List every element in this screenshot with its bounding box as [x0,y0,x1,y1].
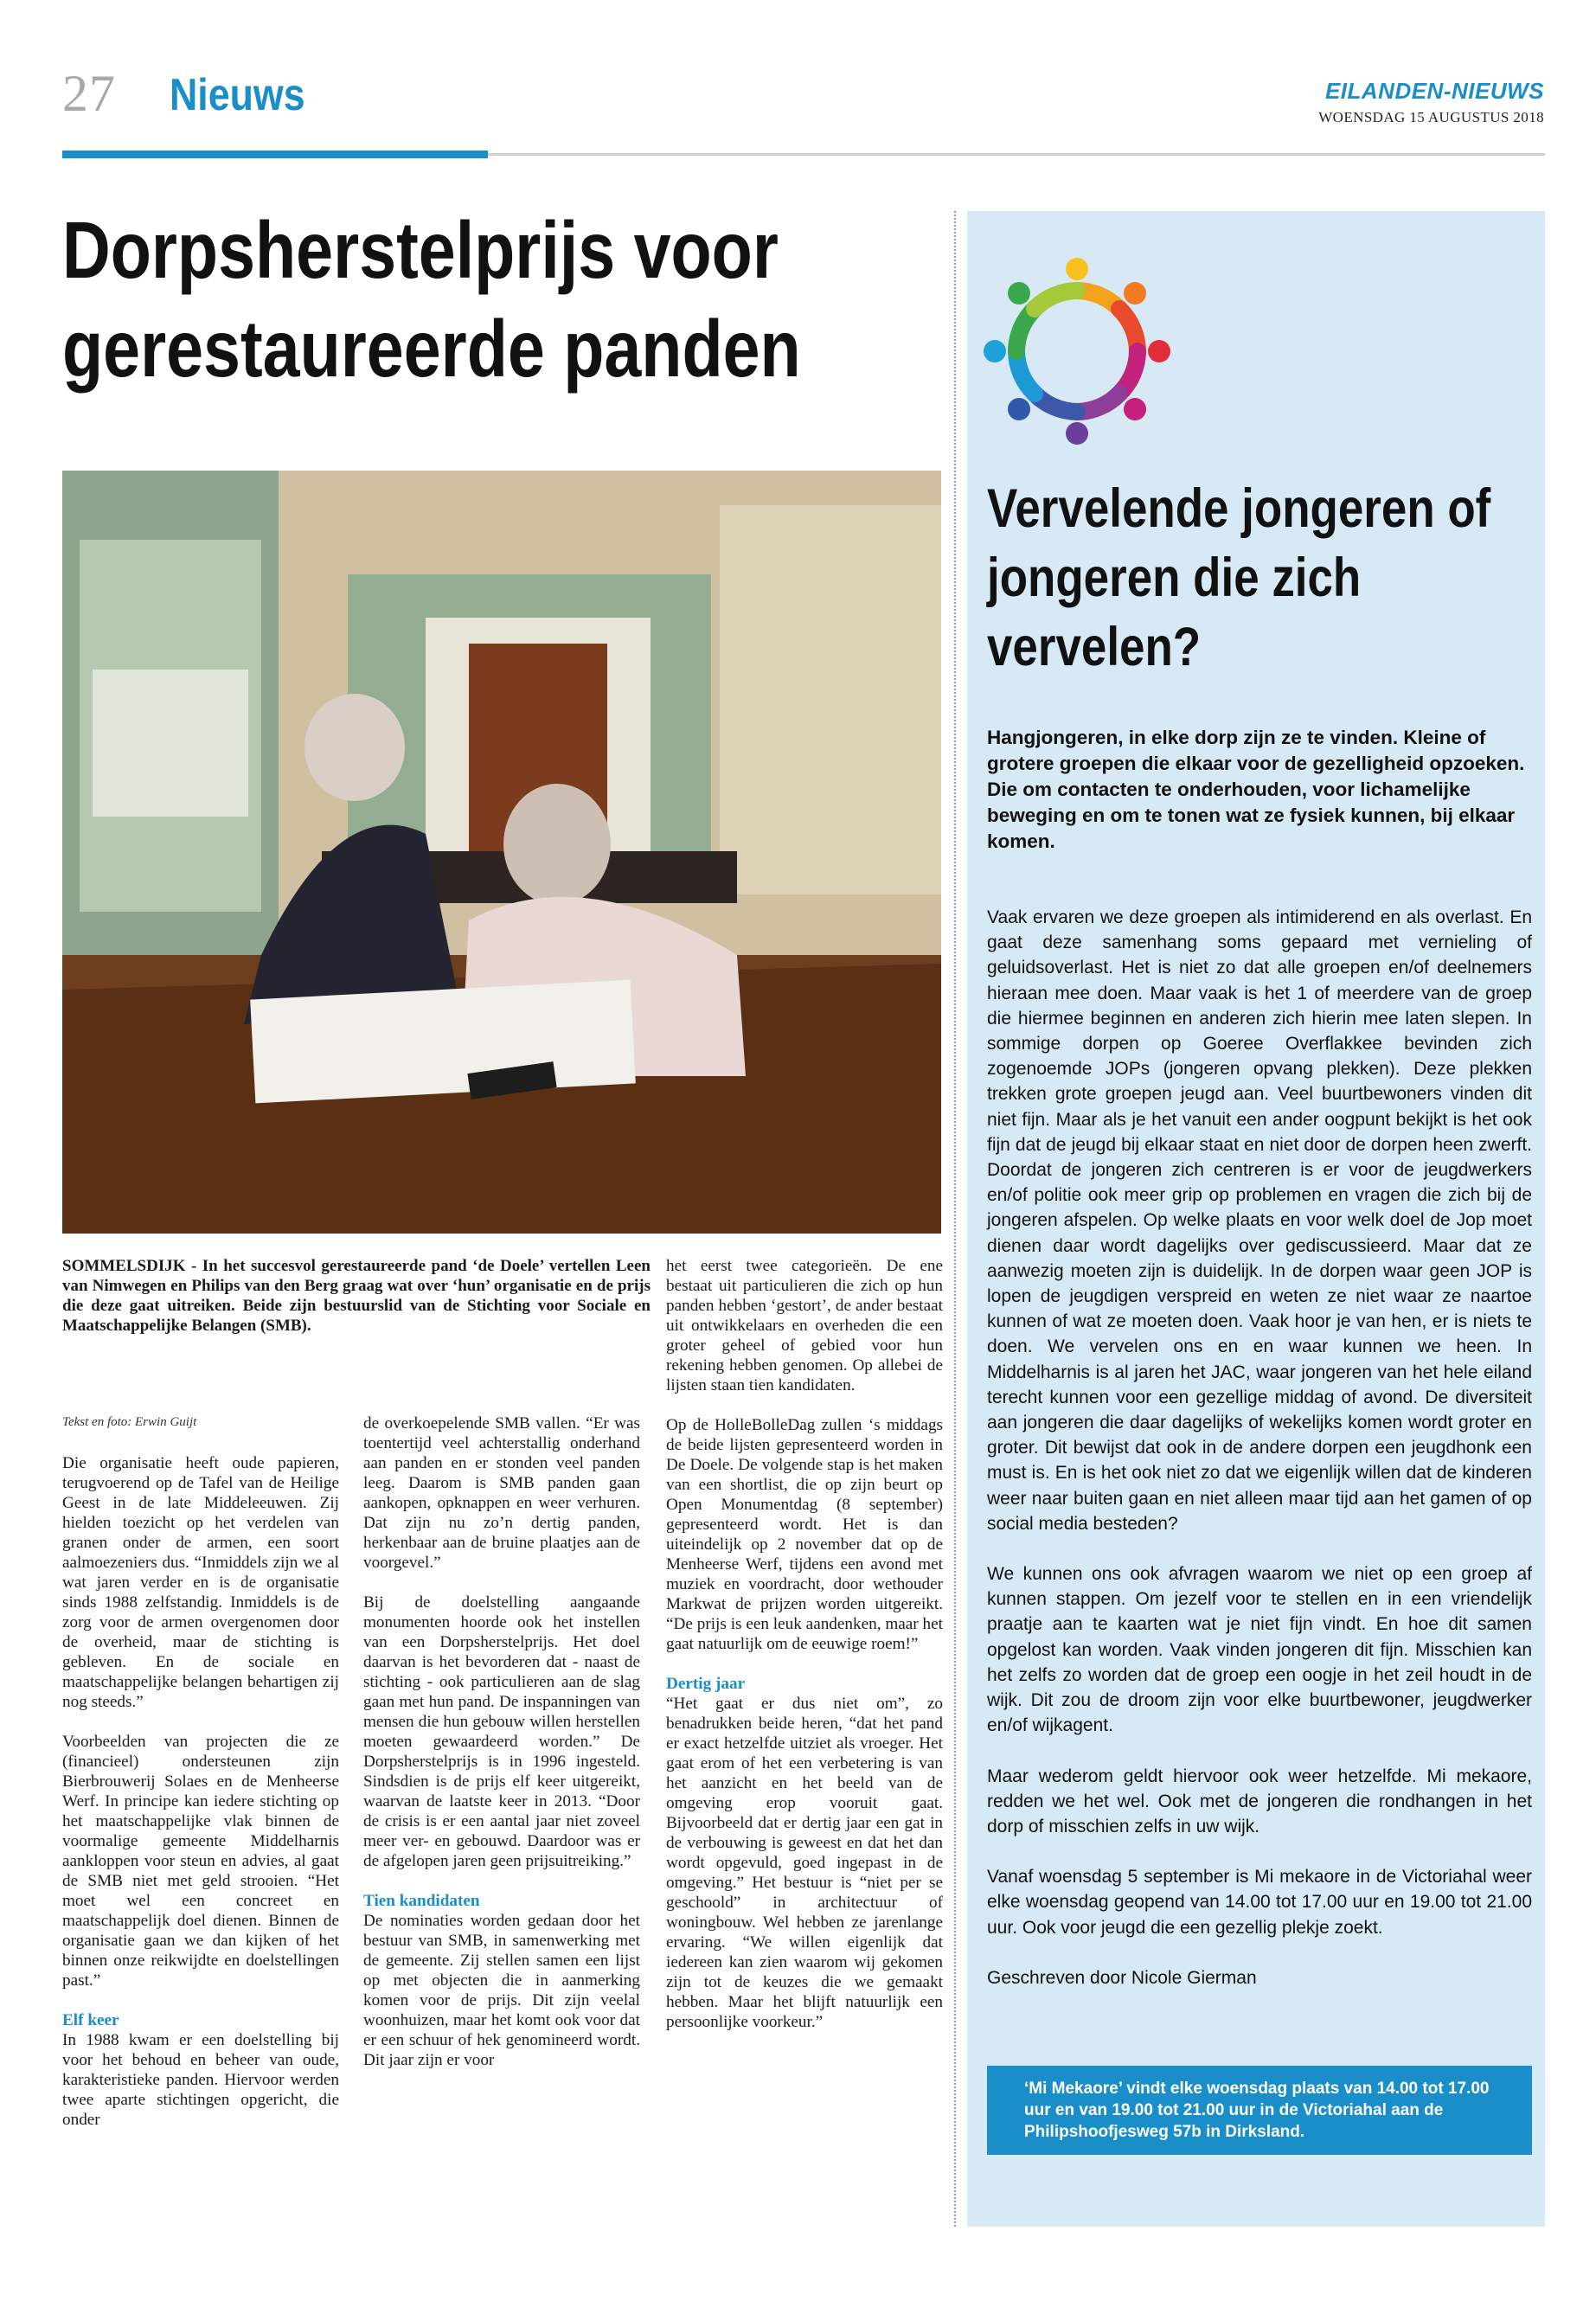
paragraph: Vanaf woensdag 5 september is Mi mekaore in de Victoriahal weer elke woensdag geopend van 14.00 tot 17.00 uur en 19.00 tot 21.00 uur. Ook voor jeugd die een gezellig plekje zoekt. [987,1867,1532,1938]
newspaper-brand: EILANDEN-NIEUWS [1324,78,1544,104]
photo-illustration [62,471,941,1234]
publication-date: WOENSDAG 15 AUGUSTUS 2018 [1318,109,1544,125]
paragraph: Op de HolleBolleDag zullen ‘s middags de beide lijsten gepresenteerd worden in De Doele. De volgende stap is het maken van een shortlist, die op zijn beurt op Open Monumentdag (8 september) gepresenteerd wordt. Het is dan uiteindelijk op 2 november dat op de Menheerse Werf, tijdens een avond met muziek en voordracht, door wethouder Markwat de prijzen worden uitgereikt. “De prijs is een leuk aandenken, maar het gaat natuurlijk om de eeuwige roem!” [666,1416,943,1653]
section-title: Nieuws [170,70,305,120]
author-line: Geschreven door Nicole Gierman [987,1967,1257,1988]
article-headline [62,201,801,398]
paragraph: het eerst twee categorieën. De ene bestaat uit particulieren die zich op hun panden hebben ‘gestort’, de ander bestaat uit ontwikkelaars en overheden die een groter geheel of gebied voor hun rekening hebben genomen. Op allebei de lijsten staan tien kandidaten. [666,1257,943,1394]
paragraph: de overkoepelende SMB vallen. “Er was toentertijd veel achterstallig onderhand aan panden en er stonden veel panden leeg. Daarom is SMB panden gaan aankopen, opknappen en weer verhuren. Dat zijn nu zo’n dertig panden, herkenbaar aan de bruine plaatjes aan de voorgevel.” [363,1414,640,1572]
subheading: Elf keer [62,2011,119,2029]
headline-line-2: gerestaureerde panden [62,304,801,394]
headline-line-1: Dorpsherstelprijs voor [62,205,779,295]
article-lede: SOMMELSDIJK - In het succesvol gerestaureerde pand ‘de Doele’ vertellen Leen van Nimwegen en Philips van den Berg graag wat over ‘hun’ organisatie en de prijs die deze gaat uitreiken. Beide zijn bestuurslid van de Stichting voor Sociale en Maatschappelijke Belangen (SMB). [62,1257,651,1335]
sidebar-title: Vervelende jongeren of jongeren die zich vervelen? [987,478,1491,677]
paragraph: Vaak ervaren we deze groepen als intimiderend en als overlast. En gaat deze samenhang soms gepaard met vernieling of geluidsoverlast. Het is niet zo dat alle groepen en/of deelnemers hieraan mee doen. Maar vaak is het 1 of meerdere van de groep die hiermee beginnen en anderen zich hierin mee laten slepen. In sommige dorpen op Goeree Overflakkee bevinden zich zogenoemde JOPs (jongeren opvang plekken). Deze plekken trekken grote groepen jeugd aan. Veel buurtbewoners vinden dit niet fijn. Maar als je het vanuit een ander oogpunt bekijkt is het ook fijn dat de jeugd bij elkaar staat en niet door de dorpen heen zwerft. Doordat de jongeren zich centreren is er voor de jeugdwerkers en/of politie ook meer grip op problemen en vragen die zich bij de jongeren afspelen. Op welke plaats en voor welk doel de Jop moet dienen daar wordt dagelijks over gediscussieerd. Maar dat ze aanwezig moeten zijn is duidelijk. In de dorpen waar geen JOP is lopen de jeugdigen verspreid en weten ze niet waar ze naartoe kunnen of wat ze moeten doen. Vaak hoor je van hen, er is niets te doen. We vervelen ons en en waar kunnen we heen. In Middelharnis is al jaren het JAC, waar jongeren van het hele eiland terecht kunnen voor een gezellige middag of avond. De diversiteit aan jongeren die daar dagelijks of wekelijks komen wordt groter en groter. Dit bewijst dat ook in de andere dorpen een jeugdhonk een must is. En is het ook niet zo dat we eigenlijk willen dat de kinderen weer naar buiten gaan en niet alleen maar tijd aan het gamen of op social media besteden? [987,907,1532,1534]
paragraph: De nominaties worden gedaan door het bestuur van SMB, in samenwerking met de gemeente. Zij stellen samen een lijst op met objecten die in aanmerking komen voor de prijs. Dit zijn veelal woonhuizen, maar het komt ook voor dat er een schuur of hek genomineerd wordt. Dit jaar zijn er voor [363,1912,640,2069]
paragraph: Die organisatie heeft oude papieren, terugvoerend op de Tafel van de Heilige Geest in de late Middeleeuwen. Zij hielden toezicht op het verdelen van granen onder de armen, een soort aalmoezeniers dus. “Inmiddels zijn we al wat jaren verder en is de organisatie sinds 1988 zelfstandig. Inmiddels is de zorg voor de armen overgenomen door de overheid, maar de stichting is gebleven. En de sociale en maatschappelijke belangen behartigen zij nog steeds.” [62,1454,339,1711]
page-number: 27 [62,65,116,122]
article-photo [62,471,941,1234]
article-column-2 [363,1413,640,2090]
subheading: Dertig jaar [666,1675,746,1693]
paragraph: Bij de doelstelling aangaande monumenten hoorde ook het instellen van een Dorpsherstelprijs. Het doel daarvan is het bevorderen dat - naast de stichting - ook particulieren aan de slag gaan met hun pand. De inspanningen van mensen die hun gebouw willen herstellen moeten gewaardeerd worden.” De Dorpsherstelprijs is in 1996 ingesteld. Sindsdien is de prijs elf keer uitgereikt, waarvan de laatste keer in 2013. “Door de crisis is er een aantal jaar niet zoveel meer ver- en gebouwd. Daardoor was er de afgelopen jaren geen prijsuitreiking.” [363,1593,640,1870]
sidebar-body [987,905,1532,2016]
paragraph: Voorbeelden van projecten die ze (financieel) ondersteunen zijn Bierbrouwerij Solaes en de Menheerse Werf. In principe kan iedere stichting op het maatschappelijke vlak binnen de voormalige gemeente Middelharnis aankloppen voor steun en advies, al gaat de SMB niet met geld strooien. “Het moet wel een concreet en maatschappelijk doel dienen. Binnen de organisatie gaan we dan kijken of het binnen onze reikwijdte en doelstellingen past.” [62,1733,339,1990]
paragraph: Maar wederom geldt hiervoor ook weer hetzelfde. Mi mekaore, redden we het wel. Ook met de jongeren die rondhangen in het dorp of misschien zelfs in uw wijk. [987,1766,1532,1836]
column-divider [954,211,956,2227]
header-rule [488,153,1545,156]
paragraph: “Het gaat er dus niet om”, zo benadrukken beide heren, “dat het pand er exact hetzelfde uitziet als vroeger. Het gaat erom of het een verbetering is van het aanzicht en het beeld van de omgeving erop vooruit gaat. Bijvoorbeeld dat er dertig jaar een gat in de verbouwing is geweest en dat het dan wordt opgevuld, goed ingepast in de omgeving.” Het bestuur is “niet per se geschoold” in architectuur of woningbouw. Wel hebben ze jarenlange ervaring. “We willen eigenlijk dat iedereen kan zien waarom wij gekomen zijn tot de keuzes die we gemaakt hebben. Maar het blijft natuurlijk een persoonlijke voorkeur.” [666,1695,943,2031]
community-circle-icon [977,256,1176,446]
photo-credit: Tekst en foto: Erwin Guijt [62,1415,197,1429]
info-box: ‘Mi Mekaore’ vindt elke woensdag plaats van 14.00 tot 17.00 uur en van 19.00 tot 21.00 uur in de Victoriahal aan de Philipshoofjesweg 57b in Dirksland. [987,2066,1532,2155]
paragraph: In 1988 kwam er een doelstelling bij voor het behoud en beheer van oude, karakteristieke panden. Hiervoor werden twee aparte stichtingen opgericht, die onder [62,2031,339,2129]
header-accent-rule [62,151,488,158]
subheading: Tien kandidaten [363,1892,480,1910]
article-column-1 [62,1453,339,2150]
sidebar-intro: Hangjongeren, in elke dorp zijn ze te vinden. Kleine of grotere groepen die elkaar voor de gezelligheid opzoeken. Die om contacten te onderhouden, voor lichamelijke beweging en om te tonen wat ze fysiek kunnen, bij elkaar komen. [987,727,1525,852]
paragraph: We kunnen ons ook afvragen waarom we niet op een groep af kunnen stappen. Om jezelf voor te stellen en in een vriendelijk praatje aan te kaarten wat je niet fijn vindt. En hoe dit samen opgelost kan worden. Vaak vinden jongeren dit fijn. Misschien kan het zelfs zo worden dat de groep een oogje in het zeil houdt in de wijk. Dit zou de droom zijn voor elke buurtbewoner, jeugdwerker en/of wijkagent. [987,1564,1532,1736]
article-column-3 [666,1256,943,2052]
